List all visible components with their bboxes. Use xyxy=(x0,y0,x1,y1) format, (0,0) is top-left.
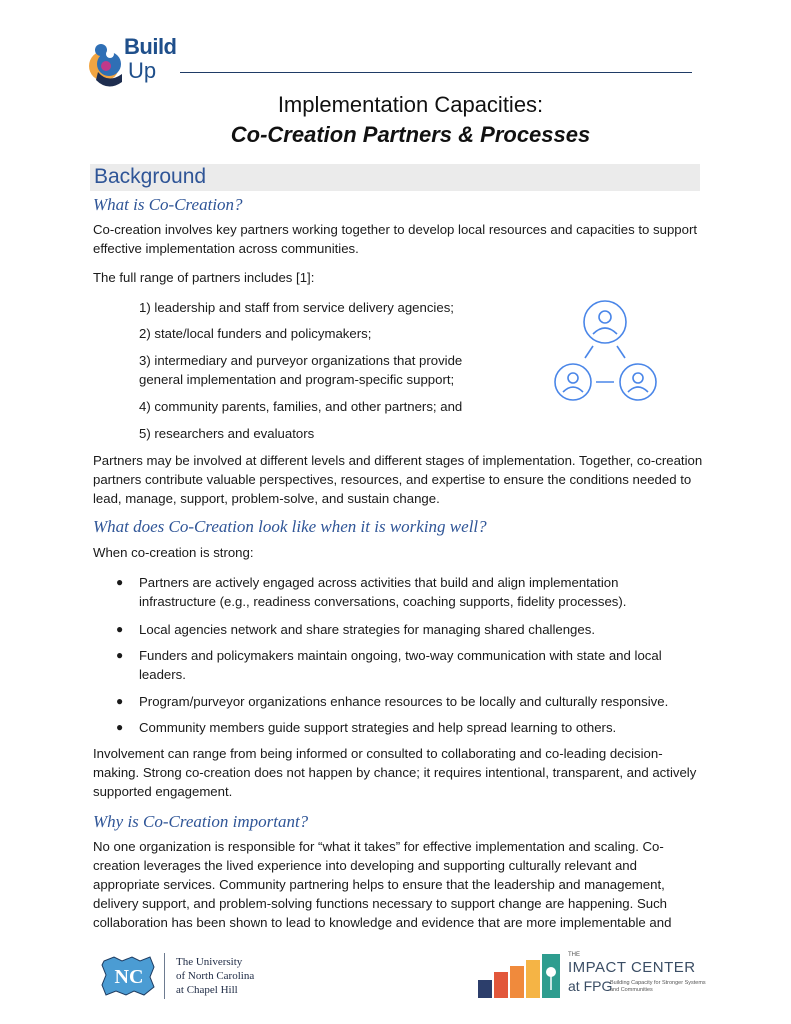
heading-why: Why is Co-Creation important? xyxy=(93,812,309,831)
impact-tagline: Building Capacity for Stronger Systems and Communities xyxy=(610,980,706,993)
bullet-item: Program/purveyor organizations enhance resources to be locally and culturally responsive. xyxy=(139,694,669,709)
header-rule xyxy=(180,72,692,73)
section-title: Background xyxy=(94,165,207,188)
people-network-icon xyxy=(550,300,660,404)
partner-list-item: 1) leadership and staff from service delivery agencies; xyxy=(139,300,454,315)
partner-list-item: 2) state/local funders and policymakers; xyxy=(139,326,372,341)
svg-text:NC: NC xyxy=(114,966,144,988)
what-is-paragraph-2: The full range of partners includes [1]: xyxy=(93,270,315,285)
heading-what-is: What is Co-Creation? xyxy=(93,195,243,214)
unc-line-1: The University xyxy=(176,956,243,968)
section-header-background xyxy=(90,164,700,191)
bullet-icon: ● xyxy=(116,694,124,708)
bullet-item: Local agencies network and share strategies for managing shared challenges. xyxy=(139,622,595,637)
impact-center-bars-icon xyxy=(478,950,562,1000)
buildup-logo-icon xyxy=(88,36,128,92)
bullet-icon: ● xyxy=(116,648,124,662)
logo-build-text: Build xyxy=(124,34,177,59)
why-paragraph: No one organization is responsible for “what it takes” for effective implementation and scaling. Co-creation leverages the lived experience into developing and supporting culturally relevant and appropriate services. Community partnering helps to ensure that the leadership and management, delivery support, and problem-solving functions necessary to support change are happening. Such collaboration has been shown to lead to knowledge and evidence that are more implementable and xyxy=(93,839,672,930)
partner-list-item: 5) researchers and evaluators xyxy=(139,426,315,441)
bullet-icon: ● xyxy=(116,622,124,636)
unc-logo-icon xyxy=(100,953,158,999)
what-is-paragraph-1: Co-creation involves key partners working together to develop local resources and capacities to support effective implementation across communities. xyxy=(93,222,698,256)
bullet-item: Partners are actively engaged across activities that build and align implementation infrastructure (e.g., readiness conversations, coaching supports, fidelity processes). xyxy=(139,575,627,609)
unc-separator xyxy=(164,953,165,999)
working-well-closing: Involvement can range from being informed or consulted to collaborating and co-leading decision-making. Strong co-creation does not happen by chance; it requires intentional, transparent, and actively supported engagement. xyxy=(93,746,697,799)
impact-small-text: THE xyxy=(568,952,580,958)
partner-list-item: 4) community parents, families, and other partners; and xyxy=(139,399,463,414)
bullet-item: Funders and policymakers maintain ongoing, two-way communication with state and local leaders. xyxy=(139,648,662,682)
logo-up-text: Up xyxy=(128,58,157,83)
buildup-logo xyxy=(88,36,180,92)
what-is-paragraph-3: Partners may be involved at different levels and different stages of implementation. Together, co-creation partners contribute valuable perspectives, resources, and expertise to ensure the conditions needed to lead, manage, support, problem-solve, and sustain change. xyxy=(93,453,703,506)
unc-line-3: at Chapel Hill xyxy=(176,984,238,996)
page-title xyxy=(0,92,791,148)
impact-main-text: IMPACT CENTER xyxy=(568,959,696,976)
unc-wordmark xyxy=(176,955,254,997)
unc-line-2: of North Carolina xyxy=(176,970,255,982)
impact-fpg-text: at FPG xyxy=(568,978,613,994)
heading-working-well: What does Co-Creation look like when it is working well? xyxy=(93,517,487,536)
working-well-intro: When co-creation is strong: xyxy=(93,545,254,560)
title-line-1: Implementation Capacities: xyxy=(277,92,544,117)
bullet-icon: ● xyxy=(116,720,124,734)
partner-list-item: 3) intermediary and purveyor organizations that provide general implementation and program-specific support; xyxy=(139,353,463,387)
bullet-item: Community members guide support strategies and help spread learning to others. xyxy=(139,720,617,735)
impact-center-logo xyxy=(478,950,708,1002)
title-line-2: Co-Creation Partners & Processes xyxy=(230,122,591,147)
bullet-icon: ● xyxy=(116,575,124,589)
unc-logo xyxy=(100,953,270,1003)
